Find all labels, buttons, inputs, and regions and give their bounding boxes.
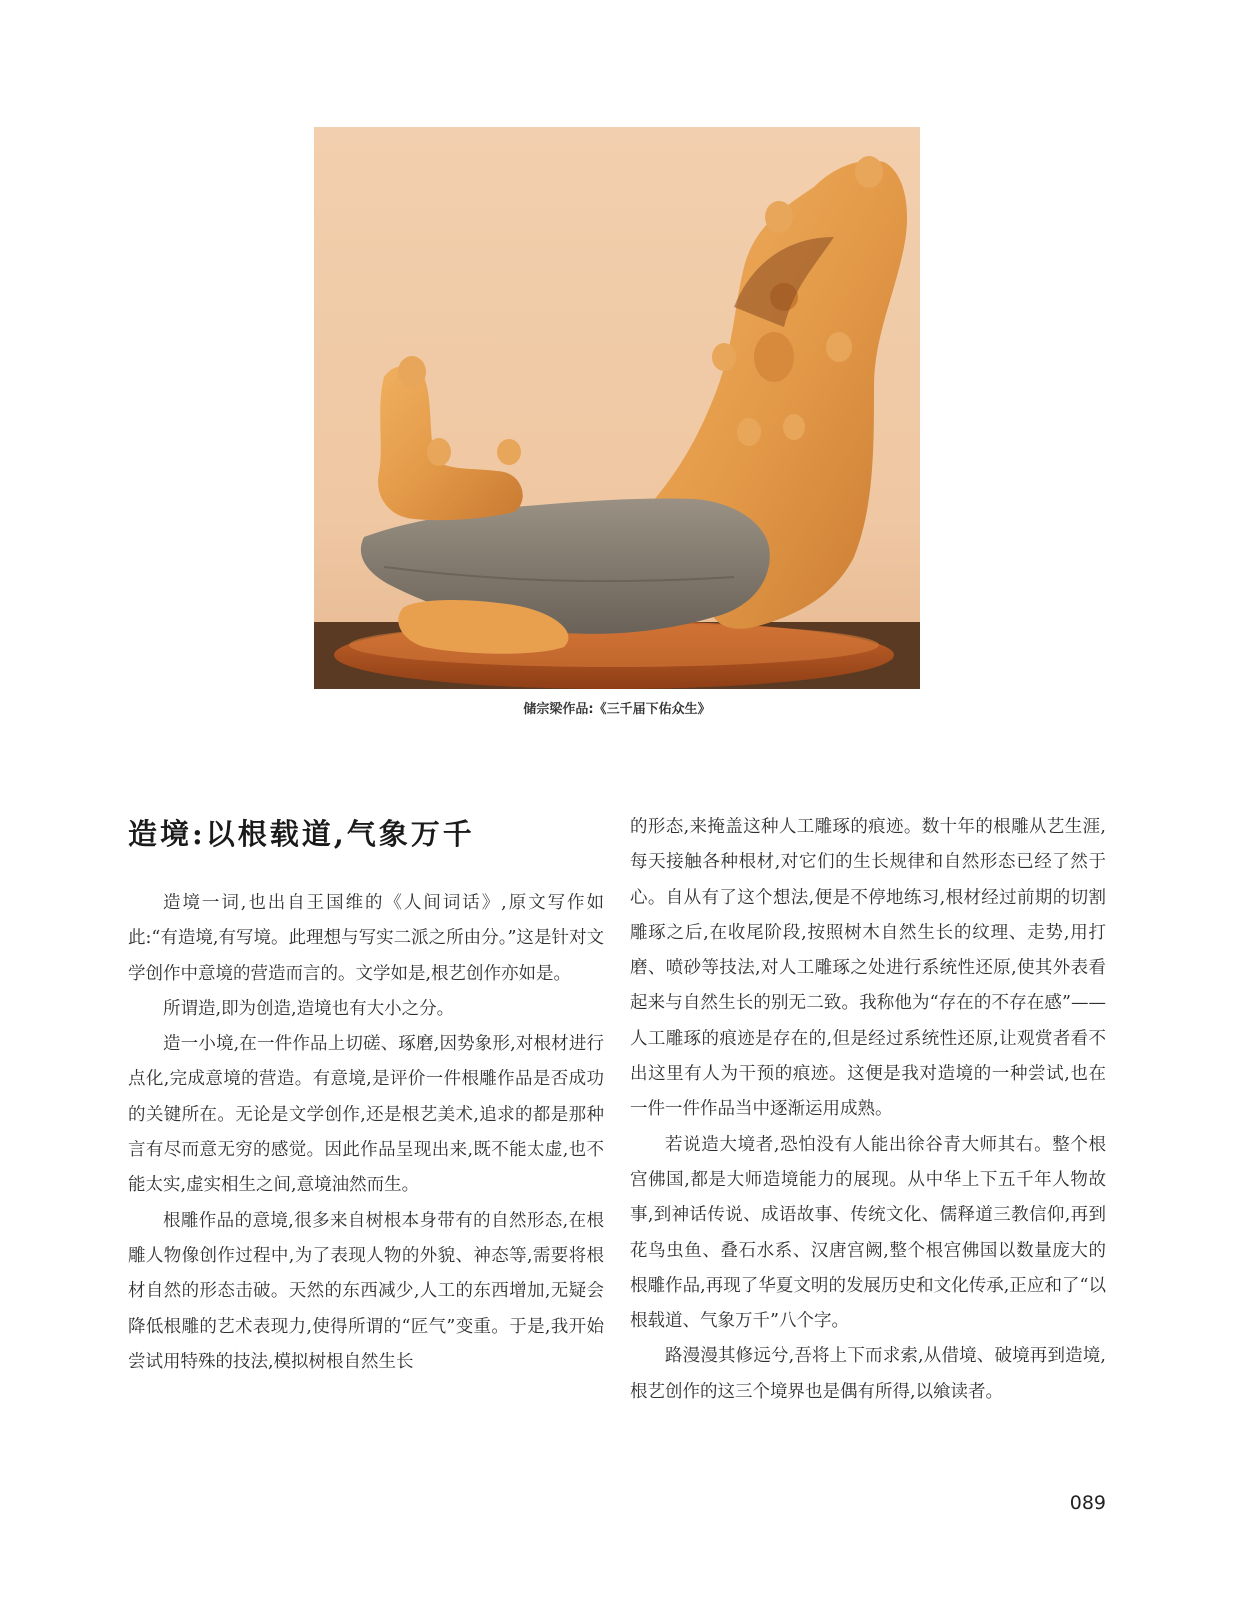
figure-caption: 储宗梁作品:《三千届下佑众生》: [523, 702, 711, 717]
paragraph: 造境一词,也出自王国维的《人间词话》,原文写作如此:“有造境,有写境。此理想与写实二派之所由分。”这是针对文学创作中意境的营造而言的。文学如是,根艺创作亦如是。: [128, 893, 604, 984]
left-column: [128, 886, 604, 1380]
page-number: 089: [1069, 1492, 1106, 1514]
paragraph: 若说造大境者,恐怕没有人能出徐谷青大师其右。整个根宫佛国,都是大师造境能力的展现。从中华上下五千年人物故事,到神话传说、成语故事、传统文化、儒释道三教信仰,再到花鸟虫鱼、叠石水系、汉唐宫阙,整个根宫佛国以数量庞大的根雕作品,再现了华夏文明的发展历史和文化传承,正应和了“以根载道、气象万千”八个字。: [630, 1134, 1106, 1332]
paragraph: 造一小境,在一件作品上切磋、琢磨,因势象形,对根材进行点化,完成意境的营造。有意境,是评价一件根雕作品是否成功的关键所在。无论是文学创作,还是根艺美术,追求的都是那种言有尽而意无穷的感觉。因此作品呈现出来,既不能太虚,也不能太实,虚实相生之间,意境油然而生。: [128, 1034, 604, 1196]
sculpture-photo: [314, 127, 920, 689]
paragraph: 所谓造,即为创造,造境也有大小之分。: [163, 998, 455, 1019]
paragraph: 根雕作品的意境,很多来自树根本身带有的自然形态,在根雕人物像创作过程中,为了表现人物的外貌、神态等,需要将根材自然的形态击破。天然的东西减少,人工的东西增加,无疑会降低根雕的艺术表现力,使得所谓的“匠气”变重。于是,我开始尝试用特殊的技法,模拟树根自然生长: [128, 1210, 604, 1372]
section-heading: 造境:以根载道,气象万千: [128, 817, 475, 851]
paragraph: 路漫漫其修远兮,吾将上下而求索,从借境、破境再到造境,根艺创作的这三个境界也是偶有所得,以飨读者。: [630, 1346, 1106, 1402]
paragraph: 的形态,来掩盖这种人工雕琢的痕迹。数十年的根雕从艺生涯,每天接触各种根材,对它们的生长规律和自然形态已经了然于心。自从有了这个想法,便是不停地练习,根材经过前期的切割雕琢之后,在收尾阶段,按照树木自然生长的纹理、走势,用打磨、喷砂等技法,对人工雕琢之处进行系统性还原,使其外表看起来与自然生长的别无二致。我称他为“存在的不存在感”——人工雕琢的痕迹是存在的,但是经过系统性还原,让观赏者看不出这里有人为干预的痕迹。这便是我对造境的一种尝试,也在一件一件作品当中逐渐运用成熟。: [630, 817, 1106, 1120]
right-column: [630, 810, 1106, 1410]
